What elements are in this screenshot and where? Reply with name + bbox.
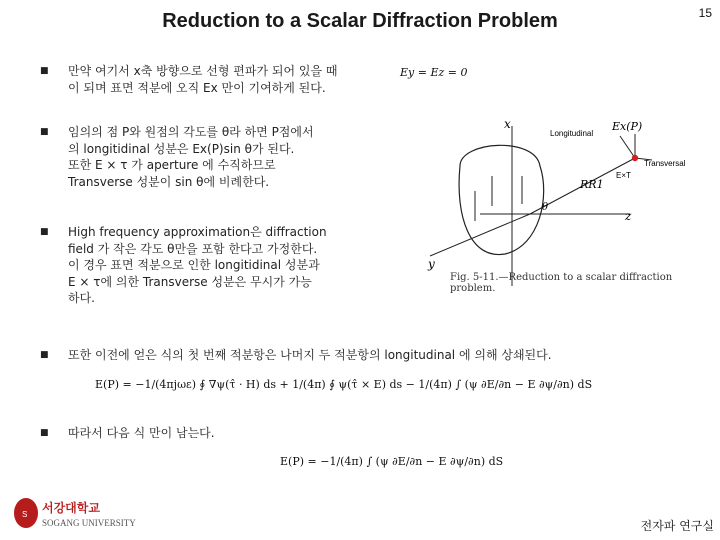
aperture-outline: [459, 145, 544, 254]
inline-equation: Ey = Ez = 0: [400, 66, 468, 79]
formula-1: E(P) = −1/(4πjωε) ∮ ∇ψ(τ̂ · H) ds + 1/(4π) ∮ ψ(τ̂ × E) ds − 1/(4π) ∫ (ψ ∂E/∂n − E ∂ψ/∂n) dS: [95, 378, 593, 391]
bullet-1-line1: 만약 여기서 x축 방향으로 선형 편파가 되어 있을 때: [68, 64, 338, 78]
logo-name-kr: 서강대학교: [42, 501, 100, 515]
y-axis: [430, 214, 530, 256]
bullet-2-line4: Transverse 성분이 sin θ에 비례한다.: [68, 174, 270, 189]
bullet-2-line1: 임의의 점 P와 원점의 각도를 θ라 하면 P점에서: [68, 125, 314, 139]
z-axis-label: z: [625, 209, 632, 223]
page-number: 15: [698, 6, 712, 20]
logo-name-en: SOGANG UNIVERSITY: [42, 518, 136, 528]
bullet-marker: ■: [40, 227, 49, 237]
diffraction-figure: [420, 96, 720, 296]
bullet-3-line5: 하다.: [68, 291, 95, 305]
bullet-2: [40, 124, 398, 190]
observation-point: [632, 155, 638, 161]
bullet-5-line1: 따라서 다음 식 만이 남는다.: [68, 426, 215, 440]
ext-label: E×T: [616, 171, 631, 180]
rr-label: RR1: [580, 178, 604, 191]
exp-arrow: [620, 136, 635, 158]
bullet-3: [40, 224, 398, 307]
x-axis-label: x: [504, 117, 511, 131]
bullet-4-line1: 또한 이전에 얻은 식의 첫 번째 적분항은 나머지 두 적분항의 longitudinal 에 의해 상쇄된다.: [68, 348, 552, 362]
bullet-marker: ■: [40, 127, 49, 137]
bullet-4: [40, 347, 708, 364]
bullet-3-line3: 이 경우 표면 적분으로 인한 longitidinal 성분과: [68, 258, 320, 272]
bullet-marker: ■: [40, 428, 49, 438]
bullet-2-line2: 의 longitidinal 성분은 Ex(P)sin θ가 된다.: [68, 141, 295, 156]
exp-label: Ex(P): [612, 120, 643, 133]
bullet-1-line2: 이 되며 표면 적분에 오직 Ex 만이 기여하게 된다.: [68, 80, 326, 95]
bullet-3-line4: E × τ에 의한 Transverse 성분은 무시가 가능: [68, 274, 312, 289]
transversal-label: Transversal: [644, 159, 686, 168]
bullet-3-line1: High frequency approximation은 diffraction: [68, 225, 327, 239]
bullet-marker: ■: [40, 66, 49, 76]
bullet-2-line3: 또한 E × τ 가 aperture 에 수직하므로: [68, 158, 276, 172]
formula-2: E(P) = −1/(4π) ∫ (ψ ∂E/∂n − E ∂ψ/∂n) dS: [280, 455, 504, 468]
bullet-3-line2: field 가 작은 각도 θ만을 포함 한다고 가정한다.: [68, 241, 318, 256]
y-axis-label: y: [428, 257, 435, 271]
svg-text:S: S: [22, 510, 28, 519]
bullet-5: [40, 425, 568, 442]
bullet-1: [40, 63, 428, 96]
lab-name: 전자파 연구실: [640, 519, 714, 533]
university-logo: [12, 496, 142, 530]
bullet-marker: ■: [40, 350, 49, 360]
page-title: Reduction to a Scalar Diffraction Problem: [162, 10, 558, 32]
figure-caption: Fig. 5-11.—Reduction to a scalar diffraction problem.: [450, 272, 673, 294]
theta-label: θ: [542, 202, 549, 213]
longitudinal-label: Longitudinal: [550, 129, 594, 138]
